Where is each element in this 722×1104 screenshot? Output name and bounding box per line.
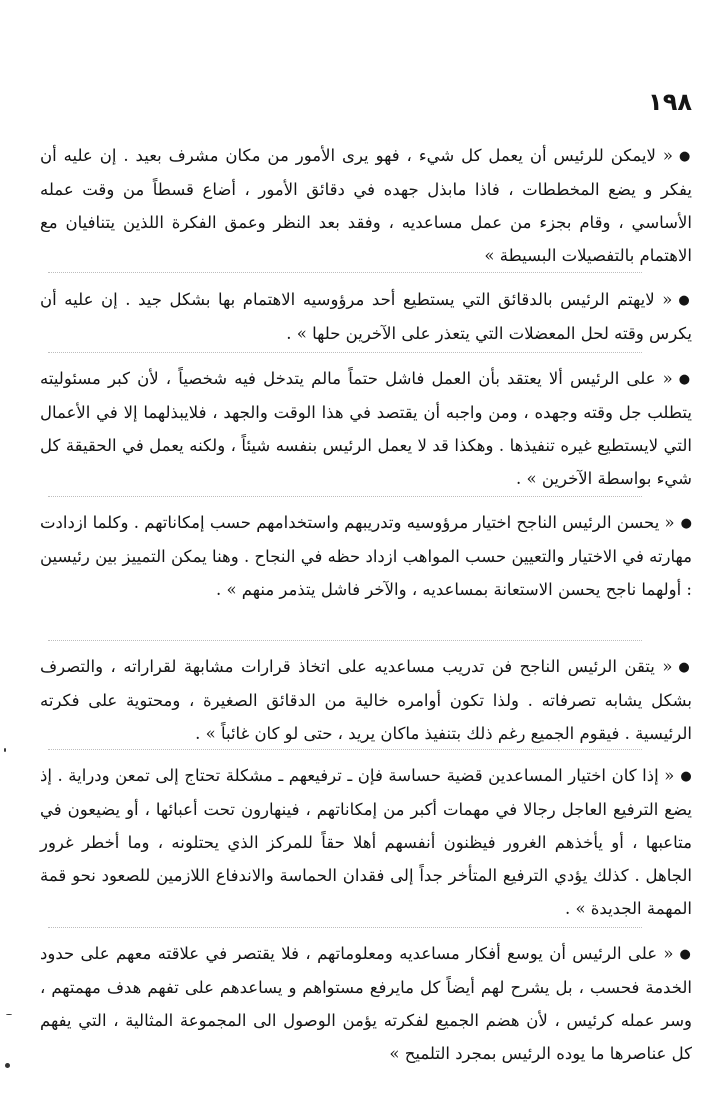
bullet-icon: ● — [678, 293, 692, 308]
book-page — [40, 0, 692, 1104]
bullet-icon: ● — [678, 372, 692, 387]
quote-paragraph-3 — [40, 362, 692, 495]
paragraph-text: « يحسن الرئيس الناجح اختيار مرؤوسيه وتدريبهم واستخدامهم حسب إمكاناتهم . وكلما ازدادت مهارته في الاختيار والتعيين حسب المواهب ازداد حظه في النجاح . وهنا يمكن التمييز بين رئيسين : أولهما ناجح يحسن الاستعانة بمساعديه ، والآخر فاشل يتذمر منهم » . — [40, 513, 692, 599]
quote-paragraph-6 — [40, 759, 692, 925]
paragraph-text: « إذا كان اختيار المساعدين قضية حساسة فإن ـ ترفيعهم ـ مشكلة تحتاج إلى تمعن ودراية . إذ يضع الترفيع العاجل رجالا في مهمات أكبر من إمكاناتهم ، فينهارون تحت أعبائها ، أو يضيعون في متاعبها ، أو يأخذهم الغرور فيظنون أنفسهم أهلا حقاً للمركز الذي يحتلونه ، وما أخطر غرور الجاهل . كذلك يؤدي الترفيع المتأخر جداً إلى فقدان الحماسة والاندفاع اللازمين للصعود نحو قمة المهمة الجديدة » . — [40, 766, 692, 918]
scan-speck — [4, 748, 6, 752]
paragraph-text: « على الرئيس ألا يعتقد بأن العمل فاشل حتماً مالم يتدخل فيه شخصياً ، لأن كبر مسئوليته يتطلب جل وقته وجهده ، ومن واجبه أن يقتصد في هذا الوقت والجهد ، فلايبذلهما إلا في الأعمال التي لايستطيع غيره تنفيذها . وهكذا قد لا يعمل الرئيس بنفسه شيئاً ، ولكنه يعمل في الحقيقة كل شيء بواسطة الآخرين » . — [40, 369, 692, 488]
quote-paragraph-5 — [40, 650, 692, 750]
quote-paragraph-2 — [40, 283, 692, 350]
paragraph-divider — [48, 927, 642, 928]
paragraph-text: « لايهتم الرئيس بالدقائق التي يستطيع أحد مرؤوسيه الاهتمام بها بشكل جيد . إن عليه أن يكرس وقته لحل المعضلات التي يتعذر على الآخرين حلها » . — [40, 290, 692, 343]
bullet-icon: ● — [679, 947, 692, 962]
paragraph-text: « على الرئيس أن يوسع أفكار مساعديه ومعلوماتهم ، فلا يقتصر في علاقته معهم على حدود الخدمة فحسب ، بل يشرح لهم أيضاً كل مايرفع مستواهم و يساعدهم على تفهم هدف مهمتهم ، وسر عمله كرئيس ، لأن هضم الجميع لفكرته يؤمن الوصول الى المجموعة المثالية ، التي يفهم كل عناصرها ما يوده الرئيس بمجرد التلميح » — [40, 944, 692, 1063]
paragraph-text: « يتقن الرئيس الناجح فن تدريب مساعديه على اتخاذ قرارات مشابهة لقراراته ، والتصرف بشكل يشابه تصرفاته . ولذا تكون أوامره خالية من الدقائق الصغيرة ، ومحتوية على فكرته الرئيسية . فيقوم الجميع رغم ذلك بتنفيذ ماكان يريد ، حتى لو كان غائباً » . — [40, 657, 692, 743]
scan-speck — [5, 1063, 10, 1068]
page-number: ١٩٨ — [648, 88, 692, 116]
bullet-icon: ● — [678, 149, 693, 164]
bullet-icon: ● — [678, 660, 692, 675]
scan-speck — [6, 1014, 12, 1015]
paragraph-text: « لايمكن للرئيس أن يعمل كل شيء ، فهو يرى الأمور من مكان مشرف بعيد . إن عليه أن يفكر و يضع المخططات ، فاذا مابذل جهده في دقائق الأمور ، أضاع قسطاً من وقت عمله الأساسي ، وقام بجزء من عمل مساعديه ، وفقد بعد النظر وعمق الفكرة اللذين يتنافيان مع الاهتمام بالتفصيلات البسيطة » — [40, 146, 692, 265]
paragraph-divider — [48, 640, 642, 641]
quote-paragraph-4 — [40, 506, 692, 606]
quote-paragraph-7 — [40, 937, 692, 1070]
paragraph-divider — [48, 352, 642, 353]
paragraph-divider — [48, 272, 642, 273]
paragraph-divider — [48, 749, 642, 750]
bullet-icon: ● — [680, 769, 692, 784]
quote-paragraph-1 — [40, 139, 692, 272]
paragraph-divider — [48, 496, 642, 497]
bullet-icon: ● — [680, 516, 692, 531]
